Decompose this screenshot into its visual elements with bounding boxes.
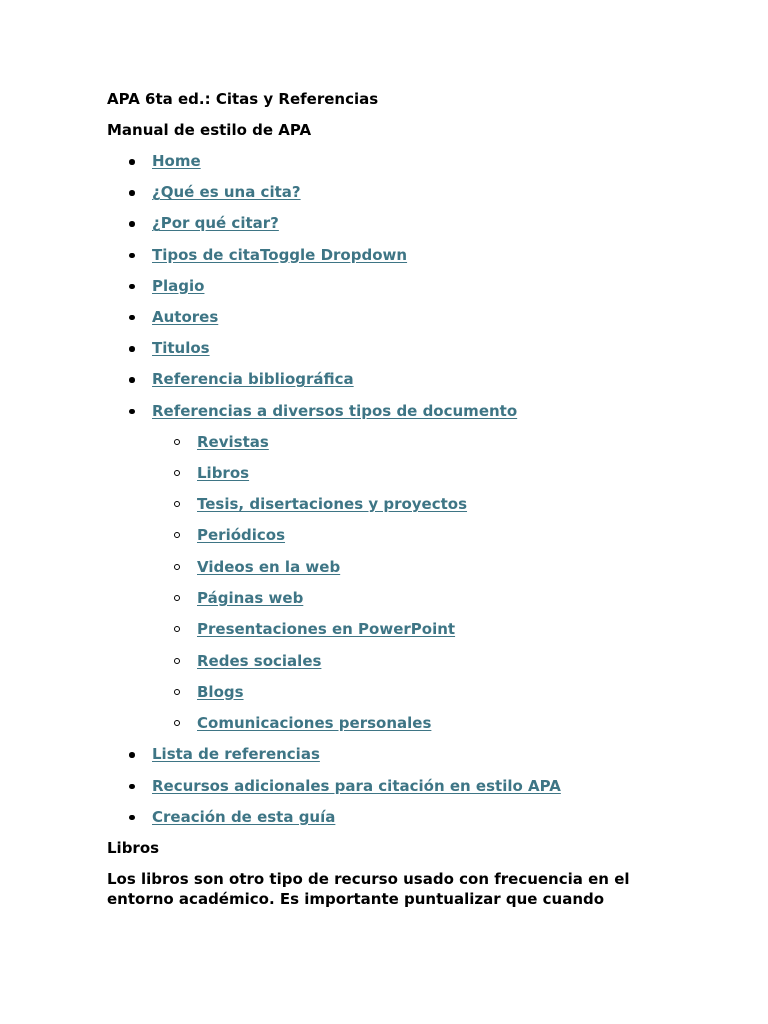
nav-item-autores xyxy=(107,307,667,338)
subnav-item-presentaciones xyxy=(152,619,667,650)
nav-item-lista-de-referencias xyxy=(107,744,667,775)
body-paragraph xyxy=(107,869,667,909)
document-page xyxy=(107,89,667,909)
subnav-link-blogs[interactable]: Blogs xyxy=(197,682,244,701)
nav-item-por-que-citar xyxy=(107,213,667,244)
section-heading: Libros xyxy=(107,839,160,858)
nav-link-que-es-una-cita[interactable]: ¿Qué es una cita? xyxy=(152,183,301,202)
paragraph-line-2: entorno académico. Es importante puntualizar que cuando xyxy=(107,890,605,909)
nav-link-tipos-de-cita[interactable]: Tipos de citaToggle Dropdown xyxy=(152,245,408,264)
subnav-link-paginas-web[interactable]: Páginas web xyxy=(197,588,304,607)
nav-item-referencias-diversos xyxy=(107,401,667,745)
page-subtitle: Manual de estilo de APA xyxy=(107,121,312,139)
subnav-item-comunicaciones xyxy=(152,713,667,744)
subnav-link-videos[interactable]: Videos en la web xyxy=(197,557,341,576)
subnav-item-periodicos xyxy=(152,525,667,556)
nav-link-por-que-citar[interactable]: ¿Por qué citar? xyxy=(152,214,279,233)
document-types-sublist xyxy=(152,432,667,745)
subnav-item-paginas-web xyxy=(152,588,667,619)
nav-link-recursos-adicionales[interactable]: Recursos adicionales para citación en estilo APA xyxy=(152,776,561,795)
nav-link-lista-de-referencias[interactable]: Lista de referencias xyxy=(152,745,320,764)
subnav-item-blogs xyxy=(152,682,667,713)
nav-item-titulos xyxy=(107,338,667,369)
subnav-link-redes-sociales[interactable]: Redes sociales xyxy=(197,651,322,670)
nav-item-tipos-de-cita xyxy=(107,245,667,276)
nav-link-titulos[interactable]: Titulos xyxy=(152,339,210,358)
subnav-link-libros[interactable]: Libros xyxy=(197,463,250,482)
nav-item-plagio xyxy=(107,276,667,307)
nav-link-plagio[interactable]: Plagio xyxy=(152,276,205,295)
subnav-item-redes-sociales xyxy=(152,651,667,682)
nav-link-home[interactable]: Home xyxy=(152,152,201,170)
page-title: APA 6ta ed.: Citas y Referencias xyxy=(107,90,379,108)
nav-link-referencia-bibliografica[interactable]: Referencia bibliográfica xyxy=(152,370,354,389)
nav-link-autores[interactable]: Autores xyxy=(152,307,219,326)
subnav-link-tesis[interactable]: Tesis, disertaciones y proyectos xyxy=(197,495,468,514)
subnav-link-presentaciones[interactable]: Presentaciones en PowerPoint xyxy=(197,620,456,639)
subnav-item-revistas xyxy=(152,432,667,463)
subnav-link-periodicos[interactable]: Periódicos xyxy=(197,526,286,545)
nav-link-referencias-diversos[interactable]: Referencias a diversos tipos de documento xyxy=(152,401,518,420)
nav-link-creacion-guia[interactable]: Creación de esta guía xyxy=(152,807,336,826)
nav-item-que-es-una-cita xyxy=(107,182,667,213)
subnav-link-revistas[interactable]: Revistas xyxy=(197,432,269,451)
paragraph-line-1: Los libros son otro tipo de recurso usado con frecuencia en el xyxy=(107,870,630,889)
subnav-item-tesis xyxy=(152,494,667,525)
nav-item-recursos-adicionales xyxy=(107,776,667,807)
nav-item-creacion-guia xyxy=(107,807,667,838)
nav-item-home xyxy=(107,151,667,182)
subnav-link-comunicaciones[interactable]: Comunicaciones personales xyxy=(197,714,432,733)
guide-navigation-list xyxy=(107,151,667,838)
subnav-item-libros xyxy=(152,463,667,494)
nav-item-referencia-bibliografica xyxy=(107,369,667,400)
subnav-item-videos xyxy=(152,557,667,588)
